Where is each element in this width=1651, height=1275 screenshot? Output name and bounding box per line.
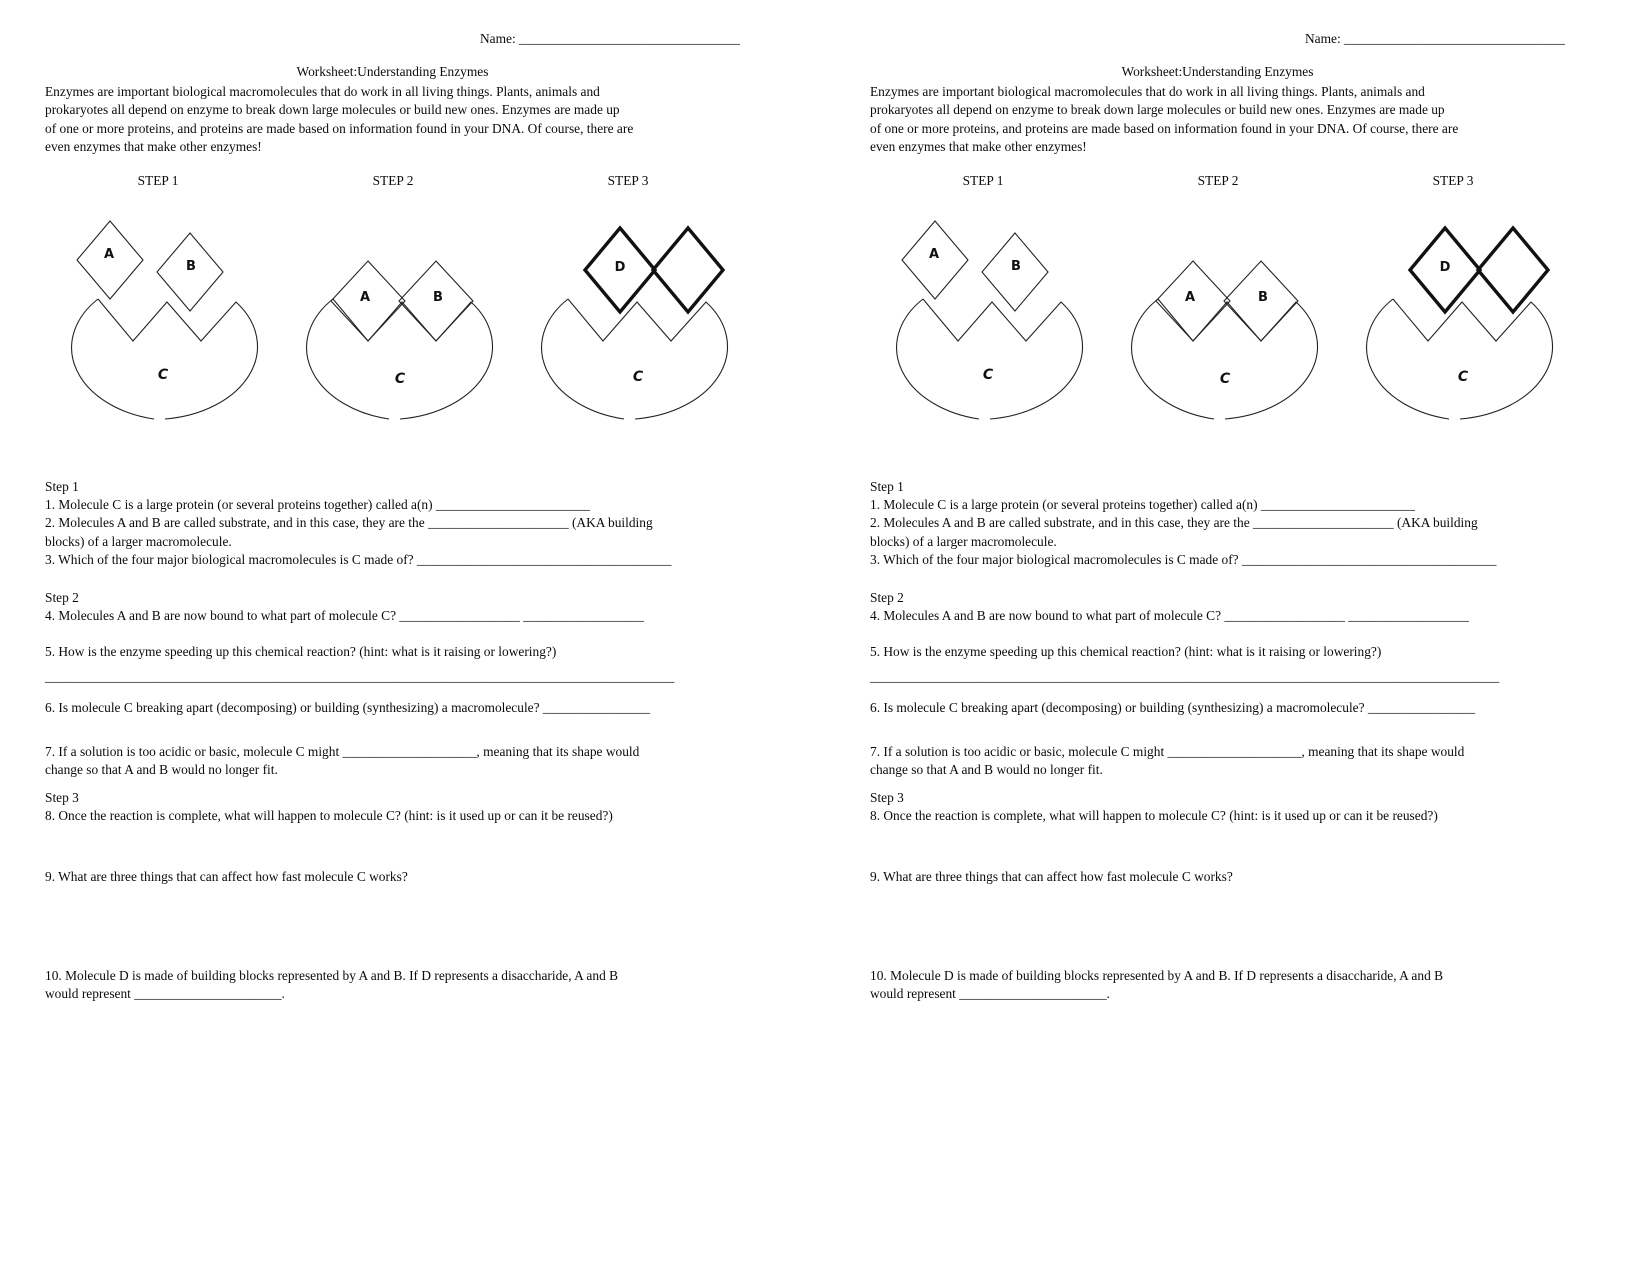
- intro-line: of one or more proteins, and proteins are made based on information found in your DNA. Of course, there are: [45, 120, 634, 136]
- page-content: [870, 30, 1565, 1004]
- question-1: 1. Molecule C is a large protein (or several proteins together) called a(n) _______________________: [870, 497, 1415, 513]
- question-2-line-2: blocks) of a larger macromolecule.: [45, 533, 232, 549]
- question-7-line-1: 7. If a solution is too acidic or basic, molecule C might ____________________, meaning that its shape would: [45, 743, 640, 759]
- enzyme-c-shape: [1367, 299, 1553, 419]
- diagram-step-2: [285, 172, 501, 422]
- question-8: 8. Once the reaction is complete, what will happen to molecule C? (hint: is it used up or can it be reused?): [870, 807, 1438, 823]
- step-2-label: STEP 2: [372, 172, 414, 188]
- question-2-line-1: 2. Molecules A and B are called substrate, and in this case, they are the _____________________ (AKA building: [870, 515, 1478, 531]
- molecule-d-right-shape: [1478, 228, 1548, 312]
- step-3-heading: Step 3: [870, 789, 904, 805]
- question-9: 9. What are three things that can affect how fast molecule C works?: [870, 869, 1233, 885]
- step-2-heading: Step 2: [45, 589, 79, 605]
- question-1: 1. Molecule C is a large protein (or several proteins together) called a(n) _______________________: [45, 497, 590, 513]
- step-2-label: STEP 2: [1197, 172, 1239, 188]
- question-5-line-1: 5. How is the enzyme speeding up this chemical reaction? (hint: what is it raising or lowering?): [870, 644, 1382, 660]
- intro-line: of one or more proteins, and proteins are made based on information found in your DNA. Of course, there are: [870, 120, 1459, 136]
- step-1-label: STEP 1: [137, 172, 179, 188]
- diagram-row: [45, 172, 740, 422]
- enzyme-c-shape: [542, 299, 728, 419]
- intro-line: even enzymes that make other enzymes!: [870, 139, 1087, 155]
- name-blank-line: Name: _________________________________: [1305, 31, 1565, 46]
- question-3: 3. Which of the four major biological macromolecules is C made of? ______________________________________: [45, 552, 672, 568]
- worksheet-page: [825, 0, 1650, 1275]
- enzyme-diagram-step-3: [1345, 200, 1561, 422]
- questions-area: [45, 478, 740, 1004]
- molecule-a-label: A: [103, 246, 115, 262]
- question-2-line-2: blocks) of a larger macromolecule.: [870, 533, 1057, 549]
- question-7-line-2: change so that A and B would no longer fit.: [45, 762, 278, 778]
- enzyme-c-shape: [1132, 299, 1318, 419]
- question-5-line-1: 5. How is the enzyme speeding up this chemical reaction? (hint: what is it raising or lowering?): [45, 644, 557, 660]
- page-title: Worksheet:Understanding Enzymes: [296, 64, 489, 79]
- molecule-c-label: C: [157, 366, 169, 383]
- question-10-line-2: would represent ______________________.: [45, 986, 285, 1002]
- intro-paragraph: [870, 83, 1565, 157]
- step-3-label: STEP 3: [1432, 172, 1474, 188]
- molecule-c-label: C: [982, 366, 994, 383]
- question-2-line-1: 2. Molecules A and B are called substrate, and in this case, they are the _____________________ (AKA building: [45, 515, 653, 531]
- intro-line: Enzymes are important biological macromolecules that do work in all living things. Plants, animals and: [45, 84, 600, 99]
- question-7-line-2: change so that A and B would no longer fit.: [870, 762, 1103, 778]
- question-5-answer-blank: ______________________________________________________________________________________________: [870, 668, 1500, 684]
- questions-area: [870, 478, 1565, 1004]
- step-3-heading: Step 3: [45, 789, 79, 805]
- page-content: [45, 30, 740, 1004]
- molecule-d-label: D: [614, 259, 626, 275]
- intro-line: Enzymes are important biological macromolecules that do work in all living things. Plants, animals and: [870, 84, 1425, 99]
- question-6: 6. Is molecule C breaking apart (decomposing) or building (synthesizing) a macromolecule? ________________: [45, 700, 651, 716]
- molecule-b-label: B: [433, 289, 443, 305]
- intro-line: even enzymes that make other enzymes!: [45, 139, 262, 155]
- question-10-line-2: would represent ______________________.: [870, 986, 1110, 1002]
- question-7-line-1: 7. If a solution is too acidic or basic, molecule C might ____________________, meaning that its shape would: [870, 743, 1465, 759]
- diagram-step-2: [1110, 172, 1326, 422]
- enzyme-c-shape: [72, 299, 258, 419]
- molecule-d-label: D: [1439, 259, 1451, 275]
- molecule-b-label: B: [1011, 258, 1021, 274]
- intro-line: prokaryotes all depend on enzyme to break down large molecules or build new ones. Enzymes are made up: [45, 102, 620, 118]
- diagram-step-1: [50, 172, 266, 422]
- enzyme-diagram-step-1: [50, 200, 266, 422]
- molecule-c-label: C: [1219, 370, 1231, 387]
- enzyme-c-shape: [307, 299, 493, 419]
- question-3: 3. Which of the four major biological macromolecules is C made of? ______________________________________: [870, 552, 1497, 568]
- enzyme-c-shape: [897, 299, 1083, 419]
- molecule-b-label: B: [1258, 289, 1268, 305]
- molecule-c-label: C: [394, 370, 406, 387]
- step-3-label: STEP 3: [607, 172, 649, 188]
- diagram-step-3: [1345, 172, 1561, 422]
- step-1-heading: Step 1: [870, 478, 904, 494]
- enzyme-diagram-step-2: [1110, 200, 1326, 422]
- step-2-heading: Step 2: [870, 589, 904, 605]
- question-5-answer-blank: ______________________________________________________________________________________________: [45, 668, 675, 684]
- intro-paragraph: [45, 83, 740, 157]
- name-blank-line: Name: _________________________________: [480, 31, 740, 46]
- question-10-line-1: 10. Molecule D is made of building blocks represented by A and B. If D represents a disaccharide, A and B: [45, 967, 619, 983]
- enzyme-diagram-step-2: [285, 200, 501, 422]
- question-4: 4. Molecules A and B are now bound to what part of molecule C? __________________ __________________: [870, 608, 1469, 624]
- question-6: 6. Is molecule C breaking apart (decomposing) or building (synthesizing) a macromolecule? ________________: [870, 700, 1476, 716]
- molecule-b-label: B: [186, 258, 196, 274]
- page-title: Worksheet:Understanding Enzymes: [1121, 64, 1314, 79]
- worksheet-page: [0, 0, 825, 1275]
- molecule-a-label: A: [1184, 289, 1196, 305]
- enzyme-diagram-step-1: [875, 200, 1091, 422]
- question-10-line-1: 10. Molecule D is made of building blocks represented by A and B. If D represents a disaccharide, A and B: [870, 967, 1444, 983]
- step-1-heading: Step 1: [45, 478, 79, 494]
- step-1-label: STEP 1: [962, 172, 1004, 188]
- diagram-step-3: [520, 172, 736, 422]
- question-8: 8. Once the reaction is complete, what will happen to molecule C? (hint: is it used up or can it be reused?): [45, 807, 613, 823]
- question-9: 9. What are three things that can affect how fast molecule C works?: [45, 869, 408, 885]
- molecule-a-label: A: [359, 289, 371, 305]
- molecule-c-label: C: [632, 368, 644, 385]
- question-4: 4. Molecules A and B are now bound to what part of molecule C? __________________ __________________: [45, 608, 644, 624]
- intro-line: prokaryotes all depend on enzyme to break down large molecules or build new ones. Enzymes are made up: [870, 102, 1445, 118]
- molecule-d-right-shape: [653, 228, 723, 312]
- diagram-step-1: [875, 172, 1091, 422]
- enzyme-diagram-step-3: [520, 200, 736, 422]
- molecule-c-label: C: [1457, 368, 1469, 385]
- molecule-a-label: A: [928, 246, 940, 262]
- diagram-row: [870, 172, 1565, 422]
